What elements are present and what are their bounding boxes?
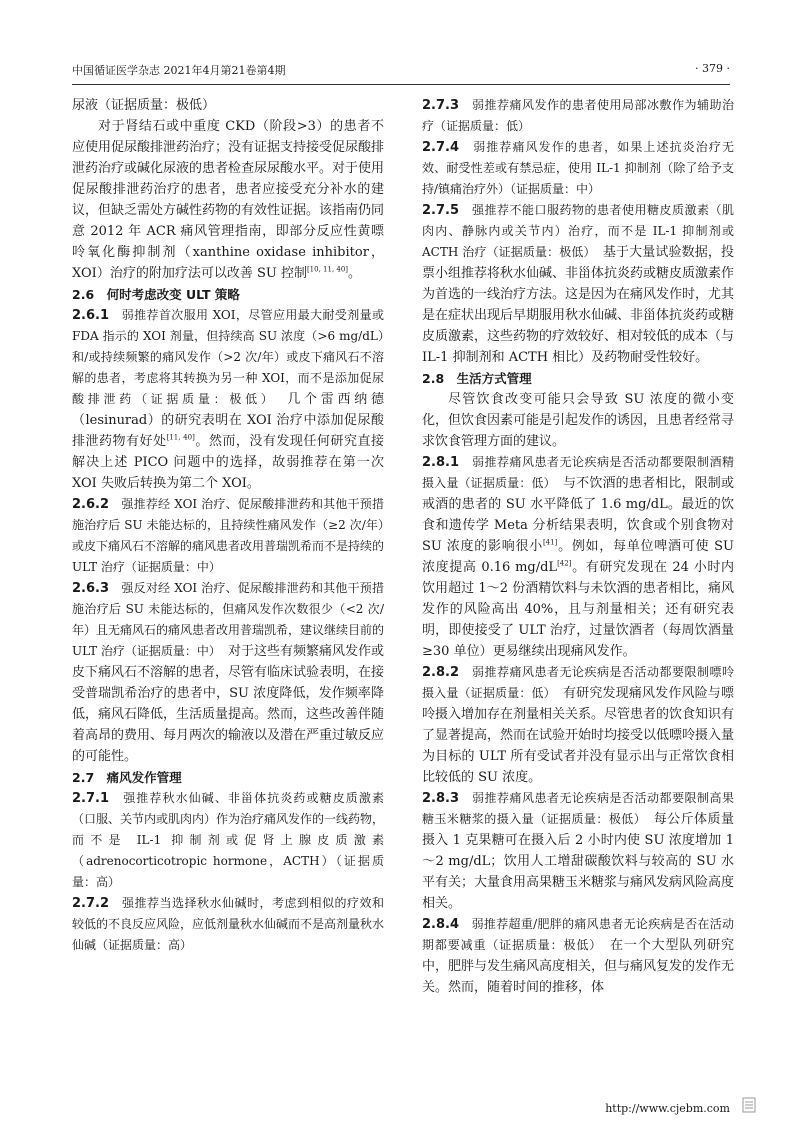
recommendation: 2.7.4 弱推荐痛风发作的患者，如果上述抗炎治疗无效、耐受性差或有禁忌症，使用 IL-1 抑制剂（除了给予支持/镇痛治疗外）（证据质量：中） bbox=[422, 140, 734, 196]
journal-header: 中国循证医学杂志 2021年4月第21卷第4期 bbox=[72, 64, 286, 77]
section-heading: 2.6 何时考虑改变 ULT 策略 bbox=[72, 287, 240, 302]
section-heading: 2.8 生活方式管理 bbox=[422, 371, 532, 386]
recommendation: 2.7.3 弱推荐痛风发作的患者使用局部冰敷作为辅助治疗（证据质量：低） bbox=[422, 98, 734, 133]
recommendation: 2.8.2 弱推荐痛风患者无论疾病是否活动都要限制嘌呤摄入量（证据质量：低） 有研究发现痛风发作风险与嘌呤摄入增加存在剂量相关关系。尽管患者的饮食知识有了显著提高，然而在试验开始时均接受以低嘌呤摄入量为目标的 ULT 所有受试者并没有显示出与正常饮食相比较低的 SU 浓度。 bbox=[422, 665, 735, 785]
paragraph: 对于肾结石或中重度 CKD（阶段>3）的患者不应使用促尿酸排泄药治疗；没有证据支持接受促尿酸排泄药治疗或碱化尿液的患者检查尿尿酸水平。对于使用促尿酸排泄药治疗的患者，患者应接受充分补水的建议，但缺乏需处方碱性药物的有效性证据。该指南仍同意 2012 年 ACR 痛风管理指南，即部分反应性黄嘌呤氧化酶抑制剂（xanthine oxidase inhibitor，XOI）治疗的附加疗法可以改善 SU 控制[10, 11, 40]。 bbox=[72, 119, 385, 281]
right-column bbox=[422, 95, 734, 998]
recommendation: 2.6.3 强反对经 XOI 治疗、促尿酸排泄药和其他干预措施治疗后 SU 未能达标的，但痛风发作次数很少（<2 次/年）且无痛风石的痛风患者改用普瑞凯希，建议继续目前的 ULT 治疗（证据质量：中） 对于这些有频繁痛风发作或皮下痛风石不溶解的患者，尽管有临床试验表明，在接受普瑞凯希治疗的患者中，SU 浓度降低，发作频率降低，痛风石降低，生活质量提高。然而，这些改善伴随着高昂的费用、每月两次的输液以及潜在严重过敏反应的可能性。 bbox=[72, 581, 385, 764]
page-header bbox=[72, 62, 730, 82]
recommendation: 2.7.1 强推荐秋水仙碱、非甾体抗炎药或糖皮质激素（口服、关节内或肌肉内）作为治疗痛风发作的一线药物，而不是 IL-1 抑制剂或促肾上腺皮质激素（adrenocorticotropic hormone，ACTH）（证据质量：高） bbox=[72, 791, 385, 889]
citation: [42] bbox=[557, 559, 572, 568]
recommendation: 2.7.2 强推荐当选择秋水仙碱时，考虑到相似的疗效和较低的不良反应风险，应低剂量秋水仙碱而不是高剂量秋水仙碱（证据质量：高） bbox=[72, 896, 385, 952]
left-column bbox=[72, 95, 384, 956]
page-number: · 379 · bbox=[695, 62, 730, 75]
paragraph: 尿液（证据质量：极低） bbox=[72, 98, 216, 113]
recommendation: 2.8.4 弱推荐超重/肥胖的痛风患者无论疾病是否在活动期都要减重（证据质量：极低） 在一个大型队列研究中，肥胖与发生痛风高度相关，但与痛风复发的发作无关。然而，随着时间的推移，体 bbox=[422, 917, 735, 995]
citation: [41] bbox=[542, 538, 558, 547]
page-corner-icon bbox=[742, 1097, 756, 1113]
footer-url: http://www.cjebm.com bbox=[605, 1102, 730, 1115]
citation: [10, 11, 40] bbox=[306, 265, 349, 274]
recommendation: 2.6.2 强推荐经 XOI 治疗、促尿酸排泄药和其他干预措施治疗后 SU 未能达标的，且持续性痛风发作（≥2 次/年）或皮下痛风石不溶解的痛风患者改用普瑞凯希而不是持续的 ULT 治疗（证据质量：中） bbox=[72, 497, 385, 574]
citation: [11, 40] bbox=[166, 433, 195, 442]
header-rule bbox=[72, 84, 730, 85]
recommendation: 2.8.3 弱推荐痛风患者无论疾病是否活动都要限制高果糖玉米糖浆的摄入量（证据质量：极低） 每公斤体质量摄入 1 克果糖可在摄入后 2 小时内使 SU 浓度增加 1～2 mg/dL；饮用人工增甜碳酸饮料与较高的 SU 水平有关；大量食用高果糖玉米糖浆与痛风发病风险高度相关。 bbox=[422, 791, 735, 911]
recommendation: 2.7.5 强推荐不能口服药物的患者使用糖皮质激素（肌肉内、静脉内或关节内）治疗，而不是 IL-1 抑制剂或 ACTH 治疗（证据质量：极低） 基于大量试验数据，投票小组推荐将秋水仙碱、非甾体抗炎药或糖皮质激素作为首选的一线治疗方法。这是因为在痛风发作时，尤其是在症状出现后早期服用秋水仙碱、非甾体抗炎药或糖皮质激素，这些药物的疗效较好、相对较低的成本（与 IL-1 抑制剂和 ACTH 相比）及药物耐受性较好。 bbox=[422, 203, 735, 365]
recommendation: 2.6.1 弱推荐首次服用 XOI，尽管应用最大耐受剂量或 FDA 指示的 XOI 剂量，但持续高 SU 浓度（>6 mg/dL）和/或持续频繁的痛风发作（>2 次/年）或皮下痛风石不溶解的患者，考虑将其转换为另一种 XOI，而不是添加促尿酸排泄药（证据质量：极低） 几个雷西纳德（lesinurad）的研究表明在 XOI 治疗中添加促尿酸排泄药物有好处[11, 40]。然而，没有发现任何研究直接解决上述 PICO 问题中的选择，故弱推荐在第一次 XOI 失败后转换为第二个 XOI。 bbox=[72, 308, 384, 491]
paragraph: 尽管饮食改变可能只会导致 SU 浓度的微小变化，但饮食因素可能是引起发作的诱因，且患者经常寻求饮食管理方面的建议。 bbox=[422, 392, 735, 449]
section-heading: 2.7 痛风发作管理 bbox=[72, 770, 182, 785]
recommendation: 2.8.1 弱推荐痛风患者无论疾病是否活动都要限制酒精摄入量（证据质量：低） 与不饮酒的患者相比，限制或戒酒的患者的 SU 水平降低了 1.6 mg/dL。最近的饮食和遗传学 Meta 分析结果表明，饮食或个别食物对 SU 浓度的影响很小[41]。例如，每单位啤酒可使 SU 浓度提高 0.16 mg/dL[42]。有研究发现在 24 小时内饮用超过 1～2 份酒精饮料与未饮酒的患者相比，痛风发作的风险高出 40%，且与剂量相关；还有研究表明，即使接受了 ULT 治疗，过量饮酒者（每周饮酒量≥30 单位）更易继续出现痛风发作。 bbox=[422, 455, 734, 659]
